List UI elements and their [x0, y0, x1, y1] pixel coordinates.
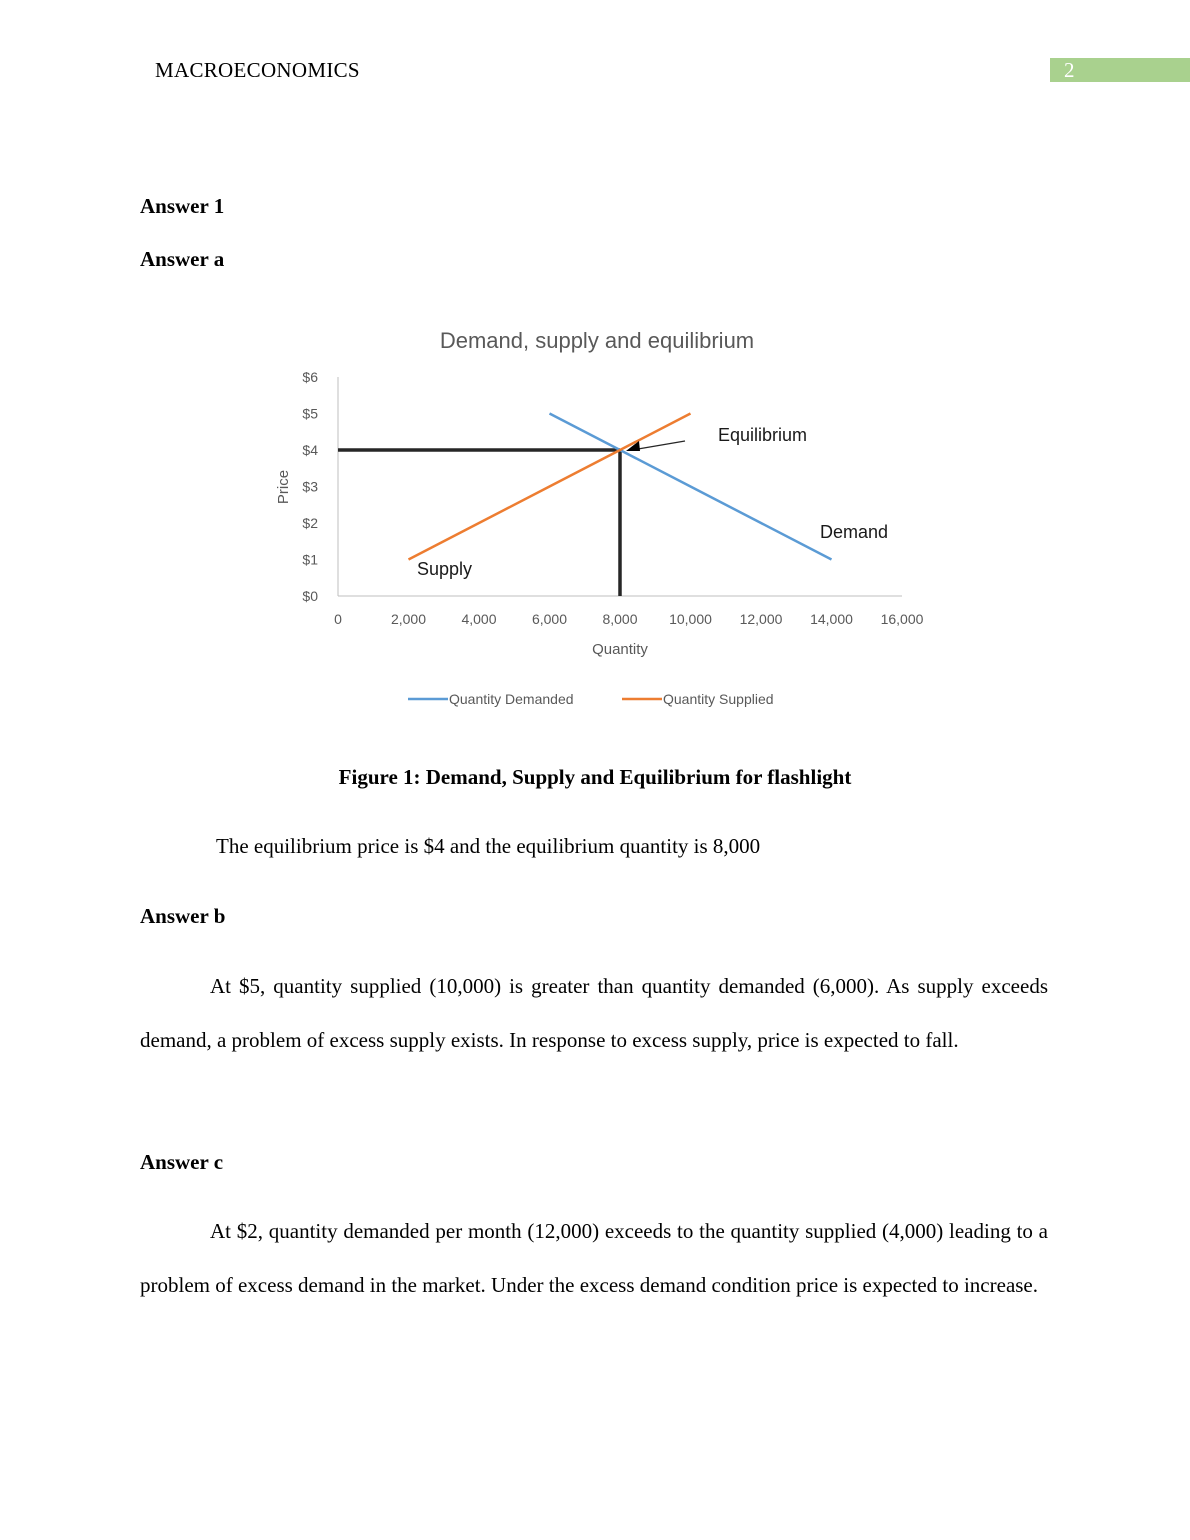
chart-title: Demand, supply and equilibrium [439, 328, 755, 353]
heading-answer-1: Answer 1 [140, 194, 225, 218]
supply-label: Supply [417, 559, 473, 579]
y-tick-labels [302, 369, 318, 604]
x-tick-label: 6,000 [531, 611, 568, 627]
chart-annotations [417, 425, 888, 579]
supply-line [409, 414, 691, 560]
y-tick-label: $4 [302, 442, 318, 458]
figure-caption: Figure 1: Demand, Supply and Equilibrium for flashlight [338, 765, 852, 789]
x-tick-label: 2,000 [390, 611, 427, 627]
y-tick-label: $2 [302, 515, 318, 531]
heading-answer-c: Answer c [140, 1150, 224, 1174]
x-tick-label: 8,000 [602, 611, 638, 627]
answer-c-paragraph [140, 1204, 1048, 1312]
x-tick-label: 0 [334, 611, 342, 627]
equilibrium-arrow-line [638, 441, 685, 449]
x-tick-label: 14,000 [810, 611, 853, 627]
answer-b-text: At $5, quantity supplied (10,000) is greater than quantity demanded (6,000). As supply exceeds demand, a problem of excess supply exists. In response to excess supply, price is expected to fall. [140, 974, 1048, 1052]
answer-b-paragraph [140, 959, 1048, 1067]
x-tick-label: 4,000 [461, 611, 497, 627]
x-tick-label: 12,000 [739, 611, 783, 627]
chart-legend [408, 691, 774, 707]
y-axis-label: Price [275, 469, 292, 505]
header-title: MACROECONOMICS [155, 58, 360, 82]
x-tick-labels [334, 611, 924, 627]
y-tick-label: $3 [302, 478, 318, 495]
equilibrium-label: Equilibrium [718, 425, 808, 445]
y-tick-label: $6 [302, 369, 318, 385]
legend-label: Quantity Demanded [449, 691, 574, 707]
x-axis-label: Quantity [592, 641, 648, 658]
legend-label: Quantity Supplied [663, 691, 774, 707]
heading-answer-b: Answer b [140, 904, 226, 928]
page-number: 2 [1050, 58, 1190, 82]
x-tick-label: 16,000 [880, 611, 924, 627]
heading-answer-a: Answer a [140, 247, 225, 271]
y-tick-label: $1 [302, 551, 318, 568]
equilibrium-statement: The equilibrium price is $4 and the equilibrium quantity is 8,000 [216, 834, 761, 858]
demand-label: Demand [820, 522, 889, 542]
demand-supply-chart [260, 320, 940, 730]
y-tick-label: $0 [302, 588, 318, 604]
y-tick-label: $5 [302, 405, 318, 422]
x-tick-label: 10,000 [669, 611, 712, 627]
answer-c-text: At $2, quantity demanded per month (12,000) exceeds to the quantity supplied (4,000) leading to a problem of excess demand in the market. Under the excess demand condition price is expected to increase. [140, 1219, 1048, 1297]
